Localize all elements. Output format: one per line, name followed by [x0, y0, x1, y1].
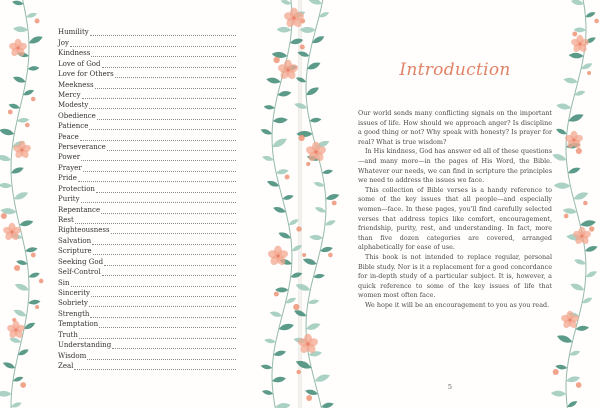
leaf-icon — [291, 243, 303, 253]
floral-vine-right-edge — [548, 0, 600, 408]
leaf-icon — [19, 219, 34, 228]
dot-leader — [89, 123, 236, 130]
topic-index-item — [58, 203, 236, 213]
topic-index-item — [58, 57, 236, 67]
flower-icon — [6, 321, 26, 340]
leaf-icon — [573, 258, 586, 266]
leaf-icon — [567, 166, 581, 176]
leaf-icon — [10, 166, 25, 176]
leaf-icon — [264, 338, 276, 345]
berry-icon — [285, 175, 290, 180]
leaf-icon — [555, 127, 568, 136]
leaf-icon — [28, 299, 41, 305]
leaf-icon — [10, 401, 22, 408]
leaf-icon — [295, 76, 307, 84]
leaf-icon — [25, 246, 38, 253]
topic-label: Repentance — [58, 205, 101, 214]
dot-leader — [99, 321, 236, 328]
berry-icon — [332, 201, 337, 206]
topic-index-item — [58, 68, 236, 78]
topic-index-item — [58, 328, 236, 338]
leaf-icon — [12, 75, 26, 85]
topic-label: Seeking God — [58, 257, 104, 266]
leaf-icon — [12, 0, 24, 6]
leaf-icon — [273, 349, 287, 357]
leaf-icon — [282, 194, 294, 201]
leaf-icon — [2, 360, 16, 370]
dot-leader — [87, 353, 236, 360]
berry-icon — [31, 97, 36, 102]
berry-icon — [553, 369, 559, 375]
berry-icon — [328, 253, 333, 258]
dot-leader — [75, 217, 236, 224]
topic-label: Love for Others — [58, 70, 114, 79]
berry-icon — [306, 162, 310, 166]
berry-icon — [306, 395, 312, 401]
berry-icon — [14, 265, 20, 271]
topic-index-item — [58, 161, 236, 171]
leaf-icon — [25, 12, 37, 20]
topic-label: Sobriety — [58, 299, 88, 308]
topic-label: Meekness — [58, 80, 94, 89]
leaf-icon — [13, 190, 30, 202]
berry-icon — [300, 45, 305, 50]
floral-vine-left-edge — [0, 0, 46, 408]
intro-paragraph: We hope it will be an encouragement to you as you read. — [365, 300, 550, 309]
flower-icon — [277, 60, 299, 81]
leaf-icon — [324, 219, 336, 227]
leaf-icon — [263, 104, 275, 110]
leaf-icon — [302, 257, 318, 267]
leaf-icon — [556, 333, 574, 345]
dot-leader — [92, 238, 236, 245]
topic-index-item — [58, 193, 236, 203]
leaf-icon — [320, 246, 334, 254]
dot-leader — [83, 165, 236, 172]
topic-label: Protection — [58, 184, 95, 193]
dot-leader — [89, 102, 236, 109]
dot-leader — [107, 144, 236, 151]
leaf-icon — [275, 402, 291, 408]
leaf-icon — [289, 37, 304, 45]
intro-paragraph: This collection of Bible verses is a handy reference to some of the key issues that all people—and especially women—face. In these pages, you'll find carefully selected verses that address topics like comfort, encouragement, friendship, purity, rest, and understanding. In fact, more than five dozen categories are covered, arranged alphabetically for ease of use. — [358, 185, 552, 252]
leaf-icon — [556, 102, 572, 111]
leaf-icon — [261, 155, 274, 163]
leaf-icon — [569, 52, 584, 59]
leaf-icon — [562, 207, 577, 214]
dot-leader — [111, 227, 236, 234]
topic-label: Joy — [58, 38, 69, 47]
berry-icon — [572, 32, 577, 37]
leaf-icon — [551, 152, 567, 163]
leaf-icon — [13, 26, 28, 33]
berry-icon — [25, 123, 30, 128]
leaf-icon — [269, 310, 283, 318]
flower-icon — [283, 8, 305, 29]
berry-icon — [576, 148, 582, 154]
intro-paragraph: In His kindness, God has answer ed all of these questions—and many more—in the pages of His Word, the Bible. Whatever our needs, we can find in scripture the principles we need to address the issues we face. — [358, 147, 552, 185]
leaf-icon — [305, 85, 321, 97]
flower-icon — [570, 35, 590, 54]
topic-label: Sin — [58, 278, 70, 287]
topic-index-item — [58, 360, 236, 370]
topic-index-item — [58, 214, 236, 224]
dot-leader — [91, 290, 236, 297]
topic-label: Peace — [58, 132, 79, 141]
berry-icon — [293, 304, 299, 310]
berry-icon — [35, 19, 40, 24]
topic-index-item — [58, 307, 236, 317]
leaf-icon — [566, 399, 578, 408]
dot-leader — [71, 280, 236, 287]
berry-icon — [564, 214, 569, 219]
dot-leader — [80, 134, 236, 141]
leaf-icon — [585, 269, 598, 279]
topic-label: Purity — [58, 195, 80, 204]
leaf-icon — [12, 308, 27, 319]
leaf-icon — [280, 0, 292, 6]
berry-icon — [8, 110, 13, 115]
leaf-icon — [0, 127, 15, 137]
dot-leader — [90, 311, 236, 318]
dot-leader — [115, 71, 236, 78]
leaf-icon — [8, 102, 21, 110]
leaf-icon — [271, 51, 287, 59]
leaf-icon — [272, 376, 287, 384]
berry-icon — [39, 279, 44, 284]
leaf-icon — [551, 390, 567, 397]
introduction-body — [358, 109, 552, 310]
leaf-icon — [325, 192, 340, 201]
berry-icon — [299, 135, 305, 141]
leaf-icon — [575, 325, 589, 332]
leaf-icon — [288, 218, 300, 227]
topic-label: Obedience — [58, 111, 96, 120]
berry-icon — [296, 370, 301, 375]
vine-stem — [11, 0, 29, 408]
leaf-icon — [572, 190, 589, 202]
topic-index-item — [58, 89, 236, 99]
topic-index-item — [58, 109, 236, 119]
topic-label: Kindness — [58, 49, 91, 58]
dot-leader — [102, 61, 236, 68]
topic-index-item — [58, 266, 236, 276]
dot-leader — [81, 154, 236, 161]
dot-leader — [112, 342, 236, 349]
intro-paragraph: This book is not intended to replace regular, personal Bible study. Nor is it a replacement for a good concordance for in-depth study of a particular subject. It is, however, a quick reference to some of the key issues of life that women most often face. — [358, 252, 552, 300]
leaf-icon — [314, 372, 332, 384]
leaf-icon — [570, 0, 584, 6]
topic-label: Strength — [58, 309, 90, 318]
leaf-icon — [321, 401, 335, 408]
topic-index-item — [58, 224, 236, 234]
dot-leader — [102, 269, 236, 276]
topic-index-item — [58, 120, 236, 130]
dot-leader — [74, 363, 236, 370]
topic-label: Pride — [58, 174, 77, 183]
leaf-icon — [27, 66, 39, 72]
leaf-icon — [28, 271, 41, 279]
topic-label: Scripture — [58, 247, 92, 256]
floral-vine-center — [258, 0, 344, 408]
topic-label: Prayer — [58, 163, 82, 172]
leaf-icon — [313, 181, 325, 188]
topic-index-item — [58, 78, 236, 88]
leaf-icon — [306, 0, 323, 7]
leaf-icon — [261, 389, 273, 396]
topic-label: Love of God — [58, 59, 101, 68]
leaf-icon — [260, 128, 273, 137]
topic-label: Understanding — [58, 341, 112, 350]
dot-leader — [95, 82, 236, 89]
topic-index-item — [58, 349, 236, 359]
berry-icon — [587, 71, 591, 75]
leaf-icon — [305, 321, 321, 331]
berry-icon — [583, 201, 588, 206]
topic-index-item — [58, 172, 236, 182]
leaf-icon — [569, 282, 585, 293]
berry-icon — [296, 226, 301, 231]
leaf-icon — [300, 27, 316, 33]
leaf-icon — [309, 117, 322, 123]
topic-index-item — [58, 297, 236, 307]
berry-icon — [302, 253, 306, 257]
leaf-icon — [290, 271, 303, 279]
topic-index-item — [58, 182, 236, 192]
leaf-icon — [277, 90, 292, 98]
dot-leader — [90, 29, 236, 36]
berry-icon — [31, 253, 36, 258]
topic-label: Self-Control — [58, 268, 101, 277]
leaf-icon — [563, 76, 578, 84]
topic-label: Power — [58, 153, 81, 162]
berry-icon — [35, 305, 39, 309]
topic-label: Patience — [58, 122, 89, 131]
leaf-icon — [17, 117, 30, 123]
topic-index-item — [58, 318, 236, 328]
leaf-icon — [273, 117, 288, 124]
berry-icon — [589, 226, 594, 231]
leaf-icon — [276, 26, 291, 32]
leaf-icon — [271, 136, 289, 150]
topic-label: Temptation — [58, 320, 99, 329]
topic-index-list — [58, 26, 236, 370]
leaf-icon — [314, 206, 327, 215]
dot-leader — [81, 196, 236, 203]
dot-leader — [97, 113, 236, 120]
leaf-icon — [266, 76, 282, 84]
dot-leader — [82, 92, 236, 99]
topic-label: Perseverance — [58, 143, 106, 152]
leaf-icon — [14, 282, 30, 293]
dot-leader — [70, 40, 236, 47]
topic-index-item — [58, 276, 236, 286]
leaf-icon — [0, 391, 12, 397]
berry-icon — [594, 19, 599, 24]
leaf-icon — [294, 101, 309, 110]
berry-icon — [20, 382, 26, 388]
dot-leader — [91, 50, 236, 57]
page-number: 5 — [447, 383, 453, 391]
topic-index-item — [58, 36, 236, 46]
topic-label: Zeal — [58, 361, 74, 370]
topic-label: Humility — [58, 28, 89, 37]
leaf-icon — [296, 131, 312, 137]
topic-label: Mercy — [58, 90, 81, 99]
topic-label: Salvation — [58, 236, 92, 245]
topic-index-item — [58, 245, 236, 255]
leaf-icon — [307, 298, 319, 305]
berry-icon — [274, 292, 279, 297]
leaf-icon — [297, 50, 310, 58]
dot-leader — [93, 248, 236, 255]
dot-leader — [79, 332, 236, 339]
leaf-icon — [0, 182, 12, 188]
leaf-icon — [295, 282, 312, 293]
dot-leader — [78, 175, 236, 182]
leaf-icon — [276, 168, 290, 175]
flower-icon — [572, 227, 592, 246]
leaf-icon — [322, 169, 334, 175]
dot-leader — [101, 207, 236, 214]
topic-index-item — [58, 26, 236, 36]
berry-icon — [1, 213, 7, 219]
vine-stem — [566, 0, 586, 408]
leaf-icon — [0, 153, 12, 162]
topic-label: Rest — [58, 216, 74, 225]
topic-index-item — [58, 234, 236, 244]
dot-leader — [96, 186, 236, 193]
leaf-icon — [313, 273, 325, 279]
leaf-icon — [260, 364, 272, 371]
leaf-icon — [309, 234, 323, 240]
topic-index-item — [58, 151, 236, 161]
topic-label: Modesty — [58, 101, 89, 110]
dot-leader — [89, 300, 236, 307]
topic-label: Wisdom — [58, 351, 87, 360]
page-title: Introduction — [399, 60, 511, 80]
dot-leader — [104, 259, 236, 266]
topic-index-item — [58, 287, 236, 297]
leaf-icon — [584, 244, 598, 253]
topic-index-item — [58, 141, 236, 151]
intro-paragraph: Our world sends many conflicting signals on the important issues of life. How should we approach anger? Is discipline a good thing or not? Why speak with honesty? Is prayer for real? What is true wisdom? — [358, 109, 552, 146]
berry-icon — [576, 382, 582, 388]
leaf-icon — [585, 11, 597, 19]
flower-icon — [560, 311, 580, 330]
topic-label: Righteousness — [58, 226, 110, 235]
leaf-icon — [28, 34, 44, 45]
topic-label: Truth — [58, 330, 78, 339]
topic-index-item — [58, 339, 236, 349]
topic-index-item — [58, 47, 236, 57]
leaf-icon — [580, 219, 597, 228]
topic-label: Sincerity — [58, 288, 90, 297]
topic-index-item — [58, 130, 236, 140]
topic-index-item — [58, 255, 236, 265]
topic-index-item — [58, 99, 236, 109]
leaf-icon — [554, 182, 571, 189]
berry-icon — [273, 57, 279, 63]
